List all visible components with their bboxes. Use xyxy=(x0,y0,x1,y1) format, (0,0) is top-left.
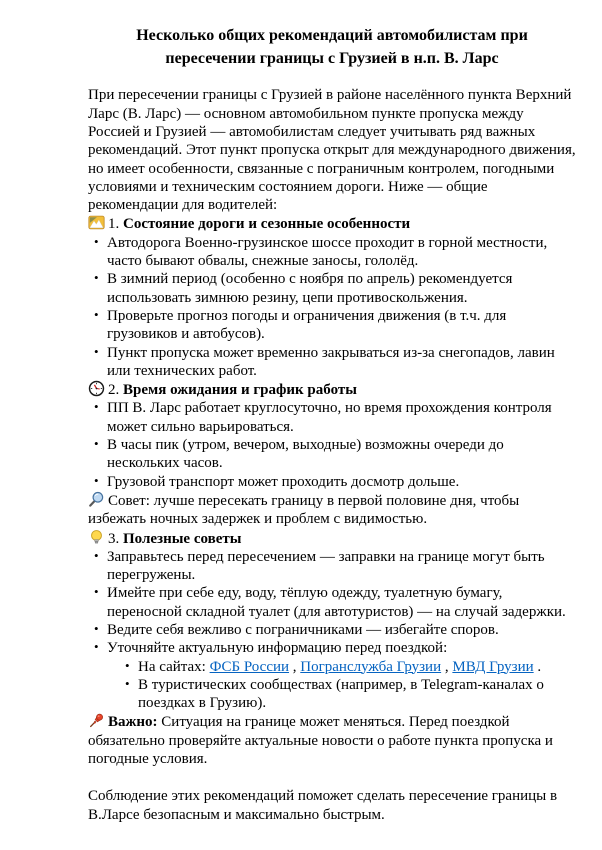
list-item: • Грузовой транспорт может проходить досмотр дольше. xyxy=(107,473,576,491)
link-border-service-georgia[interactable]: Погранслужба Грузии xyxy=(300,658,442,675)
list-item: • В зимний период (особенно с ноября по апрель) рекомендуется использовать зимнюю резину, цепи противоскольжения. xyxy=(107,270,576,307)
link-fsb-russia[interactable]: ФСБ России xyxy=(209,658,290,675)
section-1-heading xyxy=(88,214,576,233)
link-separator: , xyxy=(289,658,301,675)
important-label: Важно: xyxy=(108,714,158,731)
section-number: 1. xyxy=(108,216,120,233)
list-item: • Ведите себя вежливо с пограничниками — избегайте споров. xyxy=(107,621,576,639)
sub-list xyxy=(107,658,576,713)
list-item xyxy=(107,639,576,712)
page-title: Несколько общих рекомендаций автомобилистам при пересечении границы с Грузией в н.п. В. Ларс xyxy=(136,27,528,68)
list-item: • Заправьтесь перед пересечением — заправки на границе могут быть перегружены. xyxy=(107,548,576,585)
section-number: 3. xyxy=(108,530,120,547)
clock-icon xyxy=(88,380,105,397)
list-item: • Проверьте прогноз погоды и ограничения движения (в т.ч. для грузовиков и автобусов). xyxy=(107,307,576,344)
link-separator: , xyxy=(441,658,453,675)
important-text: Ситуация на границе может меняться. Перед поездкой обязательно проверяйте актуальные новости о работе пункта пропуска и погодные условия. xyxy=(88,714,553,768)
link-terminator: . xyxy=(533,658,542,675)
tip-text: Совет: лучше пересекать границу в первой половине дня, чтобы избежать ночных задержек и проблем с видимостью. xyxy=(88,492,520,528)
section-title: Состояние дороги и сезонные особенности xyxy=(123,216,411,233)
lightbulb-icon xyxy=(88,529,105,546)
section-2-list xyxy=(88,399,576,490)
sub-list-item: • В туристических сообществах (например, в Telegram-каналах о поездках в Грузию). xyxy=(138,676,576,713)
section-number: 2. xyxy=(108,382,120,399)
list-item: • Пункт пропуска может временно закрываться из-за снегопадов, лавин или технических работ. xyxy=(107,344,576,381)
important-paragraph xyxy=(88,712,576,768)
section-3-heading xyxy=(88,529,576,548)
list-item: • В часы пик (утром, вечером, выходные) возможны очереди до нескольких часов. xyxy=(107,436,576,473)
closing-paragraph: Соблюдение этих рекомендаций поможет сделать пересечение границы в В.Ларсе безопасным и максимально быстрым. xyxy=(88,788,558,823)
pushpin-icon xyxy=(88,712,105,729)
intro-paragraph: При пересечении границы с Грузией в районе населённого пункта Верхний Ларс (В. Ларс) — основном автомобильном пункте пропуска между Россией и Грузией — автомобилистам следует учитывать ряд важных рекомендаций. Этот пункт пропуска открыт для международного движения, но имеет особенности, связанные с пограничным контролем, погодными условиями и техническим состоянием дороги. Ниже — общие рекомендации для водителей: xyxy=(88,87,576,214)
list-item: • Автодорога Военно-грузинское шоссе проходит в горной местности, часто бывают обвалы, снежные заносы, гололёд. xyxy=(107,234,576,271)
magnifier-icon xyxy=(88,491,105,508)
section-2-heading xyxy=(88,380,576,399)
list-item: • Имейте при себе еду, воду, тёплую одежду, туалетную бумагу, переносной складной туалет (для автотуристов) — на случай задержки. xyxy=(107,584,576,621)
link-mvd-georgia[interactable]: МВД Грузии xyxy=(452,658,534,675)
list-item-text: Уточняйте актуальную информацию перед поездкой: xyxy=(107,640,448,657)
sites-prefix: На сайтах: xyxy=(138,658,210,675)
list-item: • ПП В. Ларс работает круглосуточно, но время прохождения контроля может сильно варьироваться. xyxy=(107,399,576,436)
tip-paragraph xyxy=(88,491,576,529)
section-title: Время ожидания и график работы xyxy=(123,382,357,399)
section-title: Полезные советы xyxy=(123,530,242,547)
sub-list-item xyxy=(138,658,576,676)
section-3-list xyxy=(88,548,576,713)
section-1-list xyxy=(88,234,576,380)
mountain-picture-icon xyxy=(88,214,105,231)
